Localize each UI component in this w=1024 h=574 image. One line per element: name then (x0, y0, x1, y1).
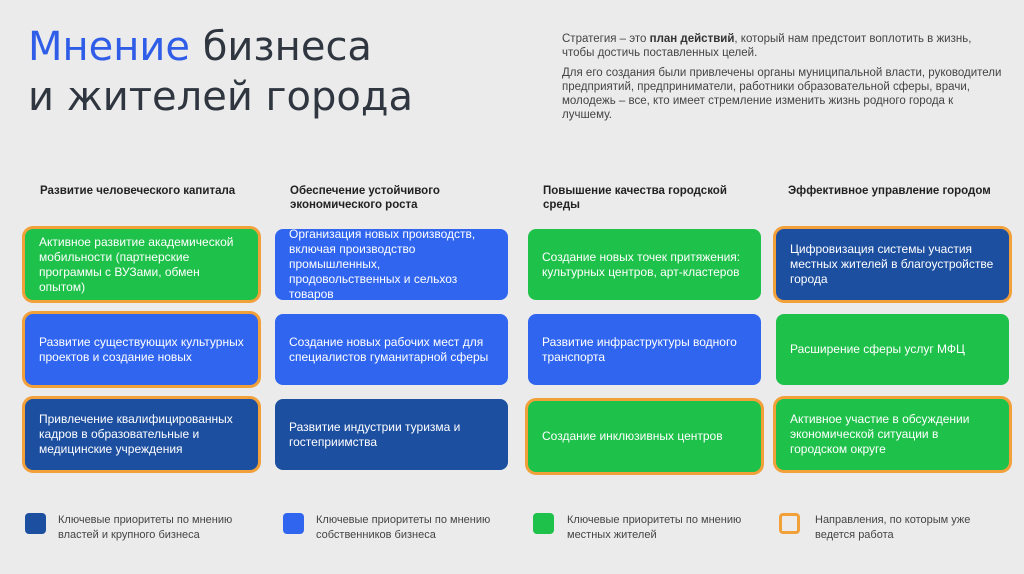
card-text: Организация новых производств, включая производство промышленных, продовольственных и сельхоз товаров (289, 227, 476, 301)
legend-label-authorities: Ключевые приоритеты по мнению властей и крупного бизнеса (58, 514, 233, 541)
card-text: Цифровизация системы участия местных жителей в благоустройстве города (790, 242, 994, 286)
card-text: Развитие существующих культурных проектов и создание новых (39, 334, 244, 364)
card-new-production (275, 229, 508, 300)
legend-label-residents: Ключевые приоритеты по мнению местных жителей (567, 514, 742, 541)
card-active-participation (776, 399, 1009, 470)
intro-p1-before: Стратегия – это (562, 33, 650, 45)
card-text: Привлечение квалифицированных кадров в образовательные и медицинские учреждения (39, 412, 233, 456)
intro-text (562, 32, 1002, 122)
legend-label-ongoing: Направления, по которым уже ведется работа (815, 514, 971, 541)
card-mfc-services (776, 314, 1009, 385)
card-text: Создание новых точек притяжения: культурных центров, арт-кластеров (542, 249, 741, 279)
legend-label-business-owners: Ключевые приоритеты по мнению собственников бизнеса (316, 514, 491, 541)
card-cultural-projects (25, 314, 258, 385)
intro-p1-bold: план действий (649, 33, 735, 45)
column-heading-city-management: Эффективное управление городом (788, 185, 991, 197)
intro-p1-after: , который нам предстоит воплотить в жизнь, чтобы достичь поставленных целей. (562, 33, 972, 59)
legend-swatch-business-owners (283, 513, 304, 534)
card-text: Создание инклюзивных центров (542, 429, 723, 443)
title-line-1 (28, 22, 413, 72)
title-accent: Мнение (28, 24, 191, 70)
page-title (28, 22, 413, 122)
card-text: Развитие инфраструктуры водного транспорта (542, 334, 737, 364)
card-tourism (275, 399, 508, 470)
card-text: Создание новых рабочих мест для специалистов гуманитарной сферы (289, 334, 489, 364)
card-text: Активное участие в обсуждении экономической ситуации в городском округе (790, 412, 970, 456)
legend-swatch-ongoing (779, 513, 800, 534)
column-heading-urban-environment: Повышение качества городской среды (543, 185, 727, 211)
card-text: Активное развитие академической мобильности (партнерские программы с ВУЗами, обмен опытом) (39, 234, 234, 294)
card-text: Расширение сферы услуг МФЦ (790, 342, 965, 356)
column-heading-economic-growth: Обеспечение устойчивого экономического роста (290, 185, 440, 211)
card-water-transport (528, 314, 761, 385)
card-inclusive-centers (528, 401, 761, 472)
card-academic-mobility (25, 229, 258, 300)
title-line-2: и жителей города (28, 74, 414, 120)
card-text: Развитие индустрии туризма и гостеприимства (289, 419, 461, 449)
legend-swatch-residents (533, 513, 554, 534)
card-attraction-points (528, 229, 761, 300)
title-line-1-rest: бизнеса (190, 24, 372, 70)
column-heading-human-capital: Развитие человеческого капитала (40, 185, 236, 197)
intro-paragraph-2: Для его создания были привлечены органы муниципальной власти, руководители предприятий, предприниматели, работники образовательной сферы, врачи, молодежь – все, кто имеет стремление изменить жизнь родного города к лучшему. (562, 67, 1002, 121)
card-digitalization (776, 229, 1009, 300)
legend-swatch-authorities (25, 513, 46, 534)
intro-paragraph-1 (562, 32, 1002, 60)
card-qualified-staff (25, 399, 258, 470)
card-new-jobs (275, 314, 508, 385)
